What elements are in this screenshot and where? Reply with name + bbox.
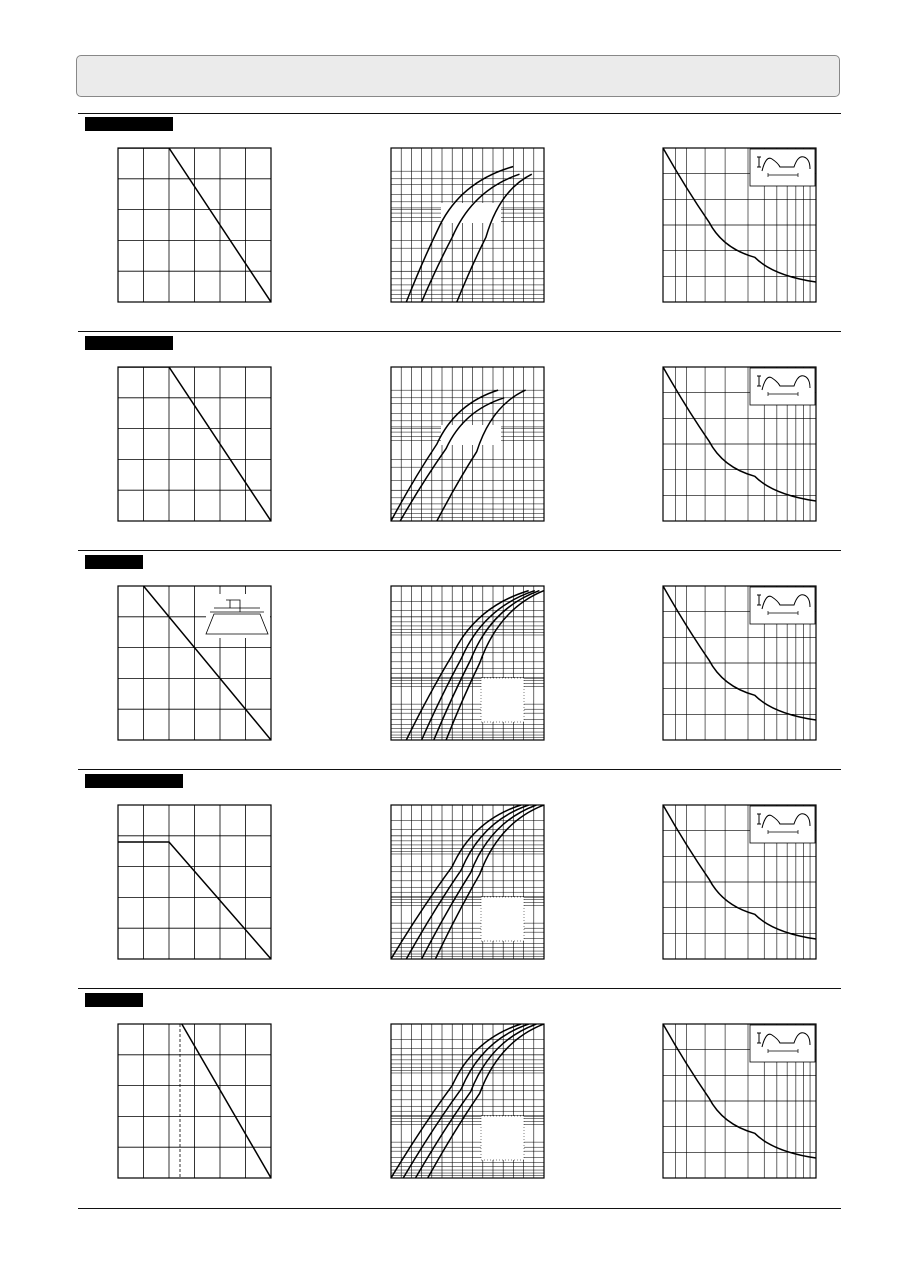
chart-1-left xyxy=(118,148,271,302)
legend-patch xyxy=(481,678,524,722)
chart-4-right xyxy=(663,805,816,959)
chart-1-right xyxy=(663,148,816,302)
chart-5-left xyxy=(118,1024,271,1178)
legend-patch xyxy=(481,897,524,941)
chart-4-left xyxy=(118,805,271,959)
chart-3-middle xyxy=(391,586,544,740)
chart-1-middle xyxy=(391,148,544,302)
chart-5-right xyxy=(663,1024,816,1178)
legend-patch xyxy=(481,1116,524,1160)
chart-2-right xyxy=(663,367,816,521)
chart-3-left xyxy=(118,586,271,740)
chart-3-right xyxy=(663,586,816,740)
chart-2-left xyxy=(118,367,271,521)
chart-2-middle xyxy=(391,367,544,521)
chart-5-middle xyxy=(391,1024,544,1178)
chart-4-middle xyxy=(391,805,544,959)
